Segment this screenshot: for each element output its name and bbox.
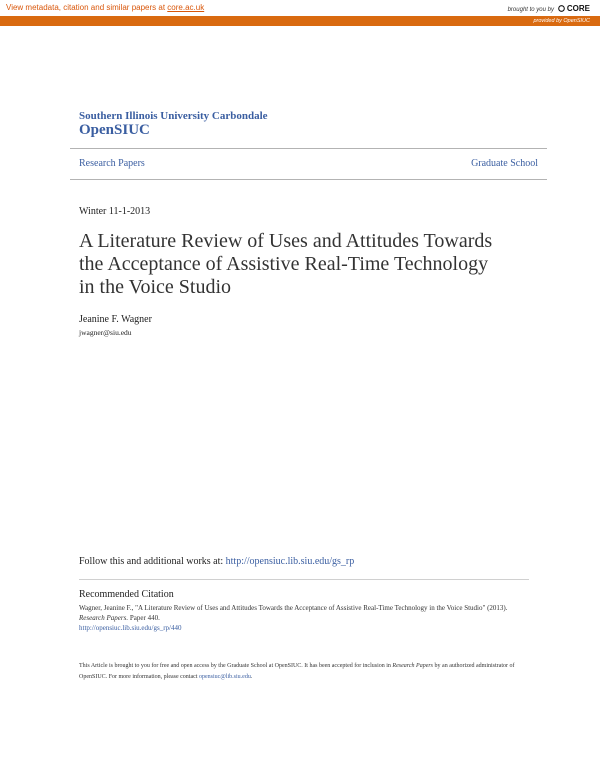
citation-divider xyxy=(79,579,529,580)
contact-email-link[interactable]: opensiuc@lib.siu.edu xyxy=(198,674,251,680)
notice-text-3: . xyxy=(250,674,253,680)
citation-url-link[interactable]: http://opensiuc.lib.siu.edu/gs_rp/440 xyxy=(79,624,182,632)
core-metadata-text xyxy=(6,3,204,12)
brought-by-label: brought to you by xyxy=(507,7,554,13)
repository-name[interactable]: OpenSIUC xyxy=(79,122,150,138)
title-line-2: the Acceptance of Assistive Real-Time Technology xyxy=(79,253,489,275)
core-banner-top xyxy=(0,0,600,17)
author-name: Jeanine F. Wagner xyxy=(79,314,152,325)
citation-body: Wagner, Jeanine F., "A Literature Review of Uses and Attitudes Towards the Acceptance of Assistive Real-Time Technology in the Voice Studio" (2013). xyxy=(79,604,508,612)
citation-text xyxy=(79,603,519,633)
author-email: jwagner@siu.edu xyxy=(79,328,132,337)
core-provider-strip xyxy=(0,17,600,26)
nav-graduate-school-link[interactable]: Graduate School xyxy=(471,158,538,169)
title-line-3: in the Voice Studio xyxy=(79,276,232,298)
nav-research-papers-link[interactable]: Research Papers xyxy=(79,158,145,169)
publication-date: Winter 11-1-2013 xyxy=(79,206,151,217)
core-logo[interactable] xyxy=(558,4,590,13)
core-logo-icon xyxy=(558,5,565,12)
divider-bottom xyxy=(70,179,547,180)
core-brought-by xyxy=(508,4,590,13)
recommended-citation-heading: Recommended Citation xyxy=(79,589,174,600)
notice-text-1: This Article is brought to you for free and open access by the Graduate School at OpenSIUC. It has been accepted for inclusion in xyxy=(79,663,393,669)
divider-top xyxy=(70,148,547,149)
core-logo-text: CORE xyxy=(566,4,590,13)
notice-journal: Research Papers xyxy=(392,663,434,669)
core-link[interactable]: core.ac.uk xyxy=(167,3,205,12)
access-notice xyxy=(79,661,519,683)
core-metadata-label: View metadata, citation and similar papers at xyxy=(6,3,168,12)
document-title xyxy=(79,230,529,299)
title-line-1: A Literature Review of Uses and Attitudes Towards xyxy=(79,230,493,252)
follow-link[interactable]: http://opensiuc.lib.siu.edu/gs_rp xyxy=(225,556,355,567)
university-name[interactable]: Southern Illinois University Carbondale xyxy=(79,110,268,122)
core-banner xyxy=(0,0,600,24)
citation-journal: Research Papers. xyxy=(79,614,129,622)
provided-by-label: provided by OpenSIUC xyxy=(533,18,590,24)
follow-line xyxy=(79,556,354,567)
notice-text-2: by an authorized administrator of OpenSIUC. For more information, please contact xyxy=(79,663,515,680)
follow-label: Follow this and additional works at: xyxy=(79,556,226,567)
citation-paper: Paper 440. xyxy=(128,614,160,622)
